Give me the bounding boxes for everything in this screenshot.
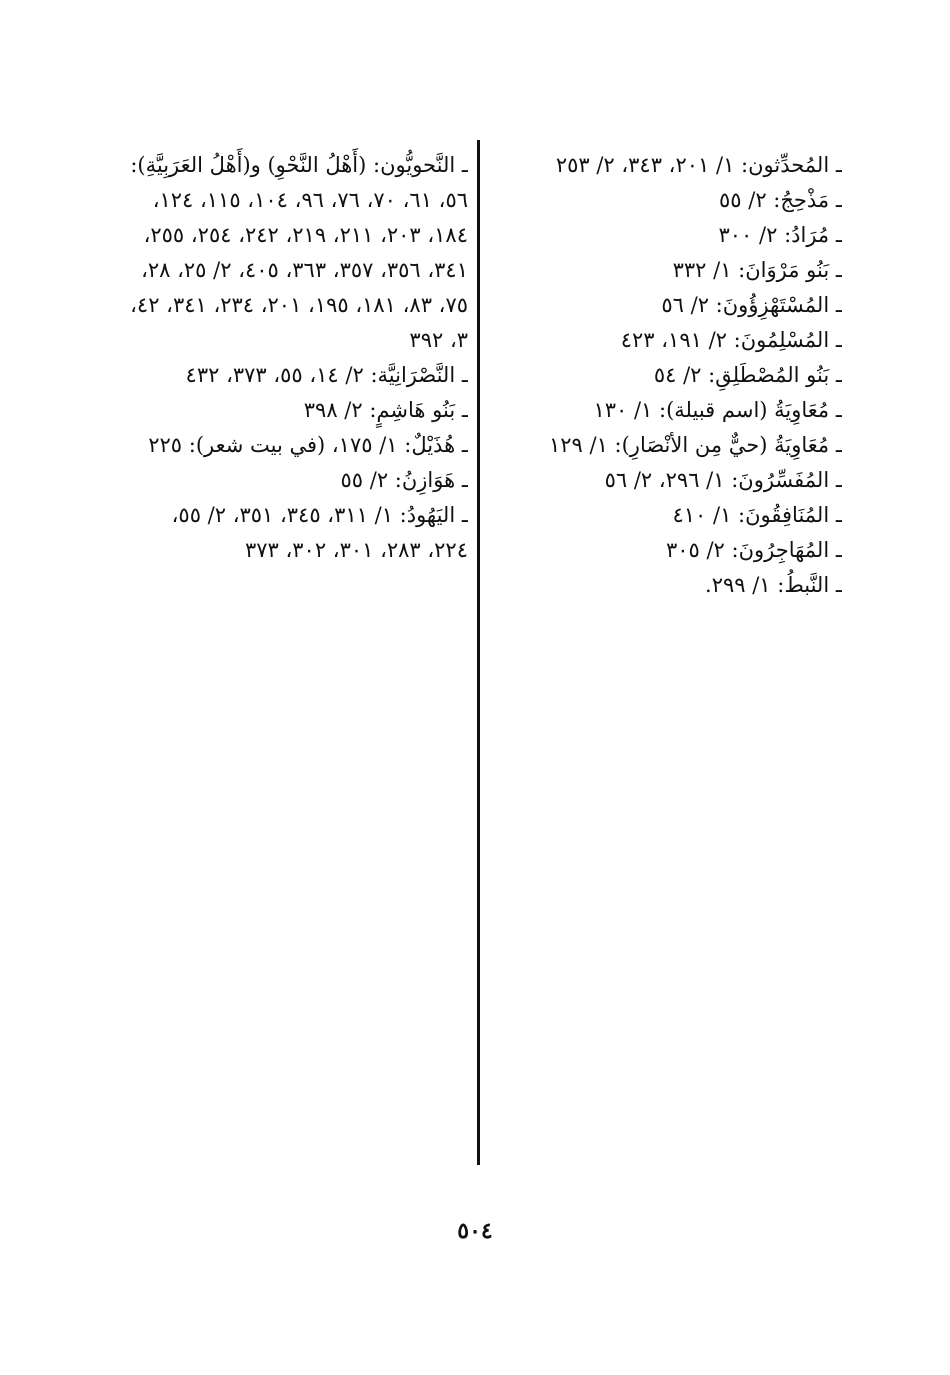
index-entry: ـ المُفَسِّرُونَ: ١/ ٢٩٦، ٢/ ٥٦ [604,468,842,492]
index-entry: ـ المُسْتَهْزِؤُونَ: ٢/ ٥٦ [661,293,842,317]
index-entry: ـ النَّصْرَانِيَّة: ٢/ ١٤، ٥٥، ٣٧٣، ٤٣٢ [185,363,468,387]
index-entry-continuation: ٧٥، ٨٣، ١٨١، ١٩٥، ٢٠١، ٢٣٤، ٣٤١، ٤٢، [130,293,468,317]
index-entry: ـ هُذَيْلٌ: ١/ ١٧٥، (في بيت شعر): ٢٢٥ [148,433,468,457]
index-entry: ـ مَذْحِجُ: ٢/ ٥٥ [719,188,842,212]
index-entry: ـ مُرَادُ: ٢/ ٣٠٠ [718,223,842,247]
index-entry: ـ اليَهُودُ: ١/ ٣١١، ٣٤٥، ٣٥١، ٢/ ٥٥، [171,503,468,527]
index-entry: ـ المُحدِّثون: ١/ ٢٠١، ٣٤٣، ٢/ ٢٥٣ [555,153,842,177]
index-entry: ـ بَنُو مَرْوَانَ: ١/ ٣٣٢ [672,258,842,282]
index-entry: ـ المُسْلِمُونَ: ٢/ ١٩١، ٤٢٣ [620,328,842,352]
index-column-right [462,148,842,603]
index-column-left [98,148,468,568]
index-entry-continuation: ٥٦، ٦١، ٧٠، ٧٦، ٩٦، ١٠٤، ١١٥، ١٢٤، [152,188,468,212]
index-entry: ـ بَنُو المُصْطَلِقِ: ٢/ ٥٤ [653,363,842,387]
index-entry: ـ النَّحويُّون: (أَهْلُ النَّحْوِ) و(أَهْلُ العَرَبِيَّةِ): [130,153,468,177]
index-entry-continuation: ٢٢٤، ٢٨٣، ٣٠١، ٣٠٢، ٣٧٣ [244,538,468,562]
index-entry: ـ مُعَاوِيَةُ (اسم قبيلة): ١/ ١٣٠ [593,398,842,422]
index-entry: ـ النَّبطُ: ١/ ٢٩٩. [705,573,842,597]
index-entry-continuation: ١٨٤، ٢٠٣، ٢١١، ٢١٩، ٢٤٢، ٢٥٤، ٢٥٥، [143,223,468,247]
index-entry: ـ المُهَاجِرُونَ: ٢/ ٣٠٥ [665,538,842,562]
index-entry: ـ مُعَاوِيَةُ (حيٌّ مِن الأنْصَارِ): ١/ ١٢٩ [548,433,842,457]
index-entry: ـ بَنُو هَاشِمٍ: ٢/ ٣٩٨ [303,398,468,422]
page-number: ٥٠٤ [457,1218,493,1244]
index-entry: ـ المُنَافِقُونَ: ١/ ٤١٠ [672,503,842,527]
index-entry: ـ هَوَازِنُ: ٢/ ٥٥ [340,468,468,492]
column-divider [477,140,480,1165]
index-entry-continuation: ٣، ٣٩٢ [409,328,468,352]
index-entry-continuation: ٣٤١، ٣٥٦، ٣٥٧، ٣٦٣، ٤٠٥، ٢/ ٢٥، ٢٨، [141,258,468,282]
